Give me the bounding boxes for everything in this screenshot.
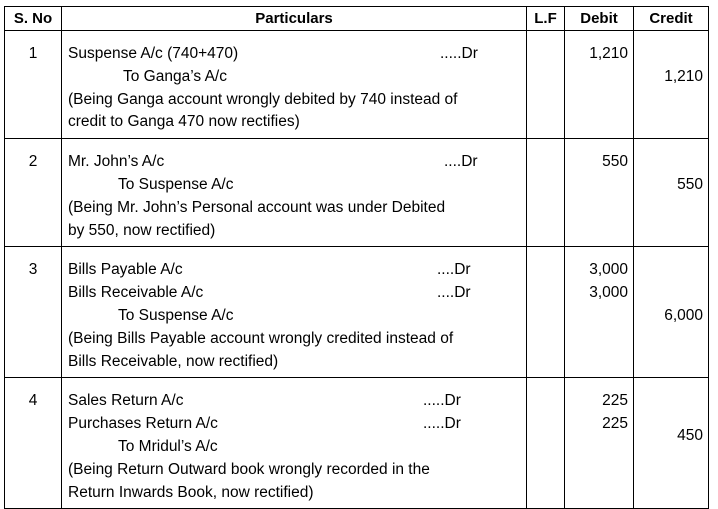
debit-amount: 3,000 bbox=[589, 284, 628, 302]
journal-entry-3 bbox=[5, 247, 709, 378]
dr-marker: ....Dr bbox=[437, 284, 471, 302]
entry-debit bbox=[565, 139, 634, 247]
journal-entry-1 bbox=[5, 31, 709, 139]
entry-lf bbox=[527, 247, 565, 378]
narration-line: Return Inwards Book, now rectified) bbox=[68, 483, 314, 501]
debit-account: Purchases Return A/c bbox=[68, 415, 218, 433]
entry-lf bbox=[527, 139, 565, 247]
entry-debit bbox=[565, 247, 634, 378]
journal-table bbox=[4, 6, 709, 509]
credit-amount: 550 bbox=[677, 175, 703, 193]
debit-account: Bills Payable A/c bbox=[68, 261, 183, 279]
credit-account: To Suspense A/c bbox=[118, 175, 234, 193]
credit-amount: 1,210 bbox=[664, 67, 703, 85]
narration-line: Bills Receivable, now rectified) bbox=[68, 352, 279, 370]
debit-line bbox=[68, 259, 526, 282]
entry-lf bbox=[527, 31, 565, 139]
credit-account: To Ganga’s A/c bbox=[123, 67, 227, 85]
entry-sno: 1 bbox=[5, 31, 62, 139]
entry-credit bbox=[634, 247, 709, 378]
entry-lf bbox=[527, 378, 565, 509]
debit-account: Bills Receivable A/c bbox=[68, 284, 204, 302]
credit-account: To Mridul’s A/c bbox=[118, 437, 218, 455]
header-row bbox=[5, 7, 709, 31]
credit-account: To Suspense A/c bbox=[118, 306, 234, 324]
header-lf: L.F bbox=[527, 7, 565, 31]
debit-account: Suspense A/c (740+470) bbox=[68, 45, 239, 62]
debit-line bbox=[68, 282, 526, 305]
header-sno: S. No bbox=[5, 7, 62, 31]
entry-credit bbox=[634, 31, 709, 139]
debit-line bbox=[68, 43, 526, 66]
entry-credit bbox=[634, 378, 709, 509]
credit-amount: 450 bbox=[677, 427, 703, 445]
header-particulars: Particulars bbox=[62, 7, 527, 31]
debit-amount: 1,210 bbox=[589, 45, 628, 62]
entry-sno: 2 bbox=[5, 139, 62, 247]
credit-amount: 6,000 bbox=[664, 306, 703, 324]
debit-account: Sales Return A/c bbox=[68, 392, 184, 410]
entry-particulars bbox=[62, 139, 527, 247]
narration-line: by 550, now rectified) bbox=[68, 221, 216, 239]
dr-marker: .....Dr bbox=[423, 415, 461, 433]
entry-debit bbox=[565, 31, 634, 139]
debit-line bbox=[68, 413, 526, 436]
entry-particulars bbox=[62, 378, 527, 509]
entry-sno: 4 bbox=[5, 378, 62, 509]
debit-line bbox=[68, 151, 526, 174]
header-debit: Debit bbox=[565, 7, 634, 31]
entry-sno: 3 bbox=[5, 247, 62, 378]
narration-line: credit to Ganga 470 now rectifies) bbox=[68, 113, 300, 131]
entry-debit bbox=[565, 378, 634, 509]
narration-line: (Being Ganga account wrongly debited by 740 instead of bbox=[68, 90, 458, 108]
debit-amount: 225 bbox=[602, 415, 628, 433]
debit-amount: 3,000 bbox=[589, 261, 628, 279]
dr-marker: ....Dr bbox=[437, 261, 471, 279]
debit-amount: 225 bbox=[602, 392, 628, 410]
narration-line: (Being Mr. John’s Personal account was under Debited bbox=[68, 198, 446, 216]
narration-line: (Being Return Outward book wrongly recorded in the bbox=[68, 460, 430, 478]
dr-marker: ....Dr bbox=[444, 153, 478, 171]
journal-entry-4 bbox=[5, 378, 709, 509]
journal-entry-2 bbox=[5, 139, 709, 247]
entry-particulars bbox=[62, 31, 527, 139]
debit-account: Mr. John’s A/c bbox=[68, 153, 165, 171]
dr-marker: .....Dr bbox=[440, 45, 478, 62]
header-credit: Credit bbox=[634, 7, 709, 31]
dr-marker: .....Dr bbox=[423, 392, 461, 410]
narration-line: (Being Bills Payable account wrongly credited instead of bbox=[68, 329, 454, 347]
debit-amount: 550 bbox=[602, 153, 628, 171]
entry-particulars bbox=[62, 247, 527, 378]
debit-line bbox=[68, 390, 526, 413]
entry-credit bbox=[634, 139, 709, 247]
